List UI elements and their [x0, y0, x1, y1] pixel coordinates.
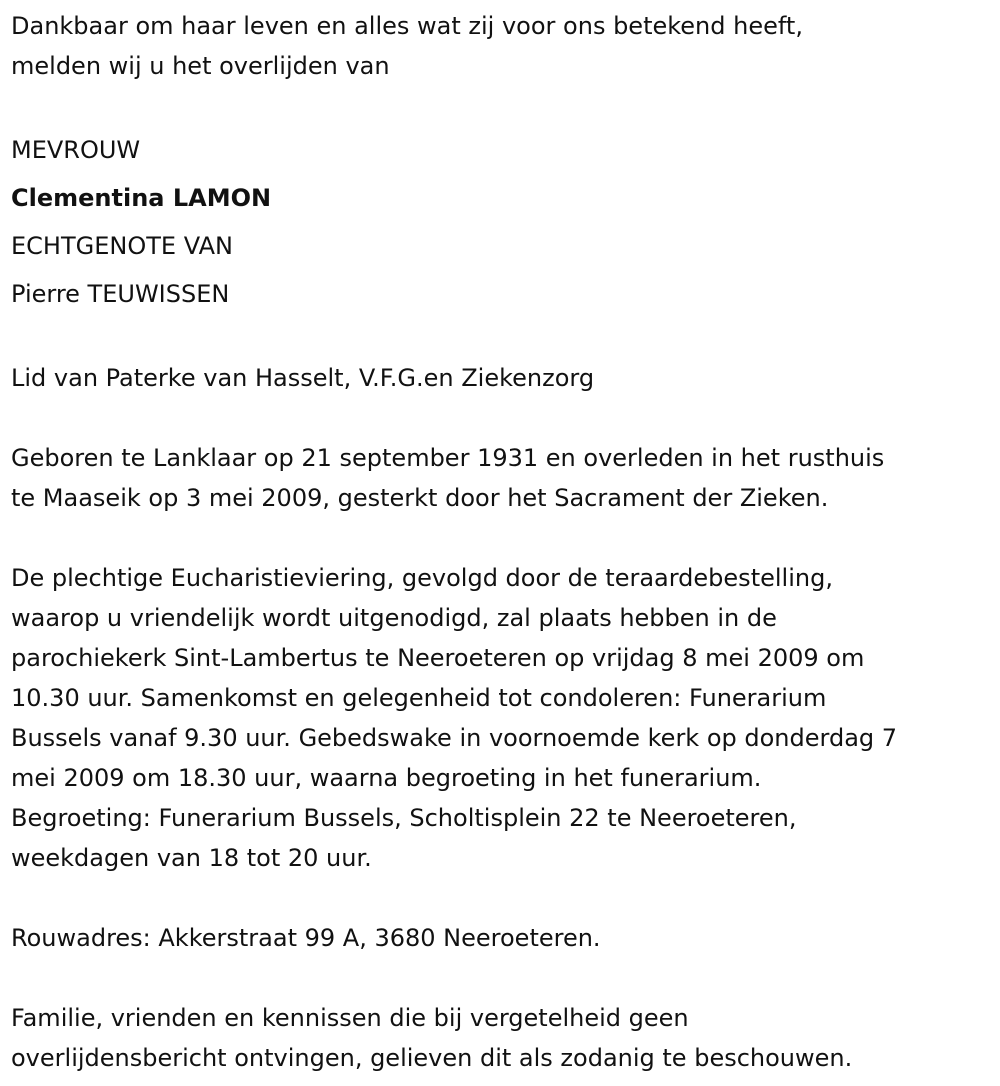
ceremony-line: parochiekerk Sint-Lambertus te Neeroeteren op vrijdag 8 mei 2009 om: [11, 644, 865, 672]
ceremony-line: weekdagen van 18 tot 20 uur.: [11, 844, 372, 872]
spouse-name: Pierre TEUWISSEN: [11, 280, 230, 308]
ceremony-paragraph: [11, 558, 986, 878]
membership-paragraph: [11, 358, 986, 398]
birth-death-line: te Maaseik op 3 mei 2009, gesterkt door het Sacrament der Zieken.: [11, 484, 829, 512]
intro-line: Dankbaar om haar leven en alles wat zij voor ons betekend heeft,: [11, 12, 803, 40]
person-name: Clementina LAMON: [11, 184, 272, 212]
address-line: Rouwadres: Akkerstraat 99 A, 3680 Neeroeteren.: [11, 924, 601, 952]
ceremony-line: Bussels vanaf 9.30 uur. Gebedswake in voornoemde kerk op donderdag 7: [11, 724, 898, 752]
ceremony-line: mei 2009 om 18.30 uur, waarna begroeting in het funerarium.: [11, 764, 762, 792]
birth-death-paragraph: [11, 438, 986, 518]
intro-line: melden wij u het overlijden van: [11, 52, 390, 80]
person-relation: ECHTGENOTE VAN: [11, 232, 233, 260]
person-title: MEVROUW: [11, 136, 141, 164]
ceremony-line: waarop u vriendelijk wordt uitgenodigd, zal plaats hebben in de: [11, 604, 777, 632]
ceremony-line: 10.30 uur. Samenkomst en gelegenheid tot condoleren: Funerarium: [11, 684, 827, 712]
ceremony-line: Begroeting: Funerarium Bussels, Scholtisplein 22 te Neeroeteren,: [11, 804, 797, 832]
address-paragraph: [11, 918, 986, 958]
closing-line: overlijdensbericht ontvingen, gelieven dit als zodanig te beschouwen.: [11, 1044, 853, 1072]
ceremony-line: De plechtige Eucharistieviering, gevolgd door de teraardebestelling,: [11, 564, 833, 592]
membership-line: Lid van Paterke van Hasselt, V.F.G.en Ziekenzorg: [11, 364, 595, 392]
closing-line: Familie, vrienden en kennissen die bij vergetelheid geen: [11, 1004, 689, 1032]
person-block: [11, 126, 986, 318]
closing-paragraph: [11, 998, 986, 1078]
birth-death-line: Geboren te Lanklaar op 21 september 1931 en overleden in het rusthuis: [11, 444, 885, 472]
intro-paragraph: [11, 6, 986, 86]
